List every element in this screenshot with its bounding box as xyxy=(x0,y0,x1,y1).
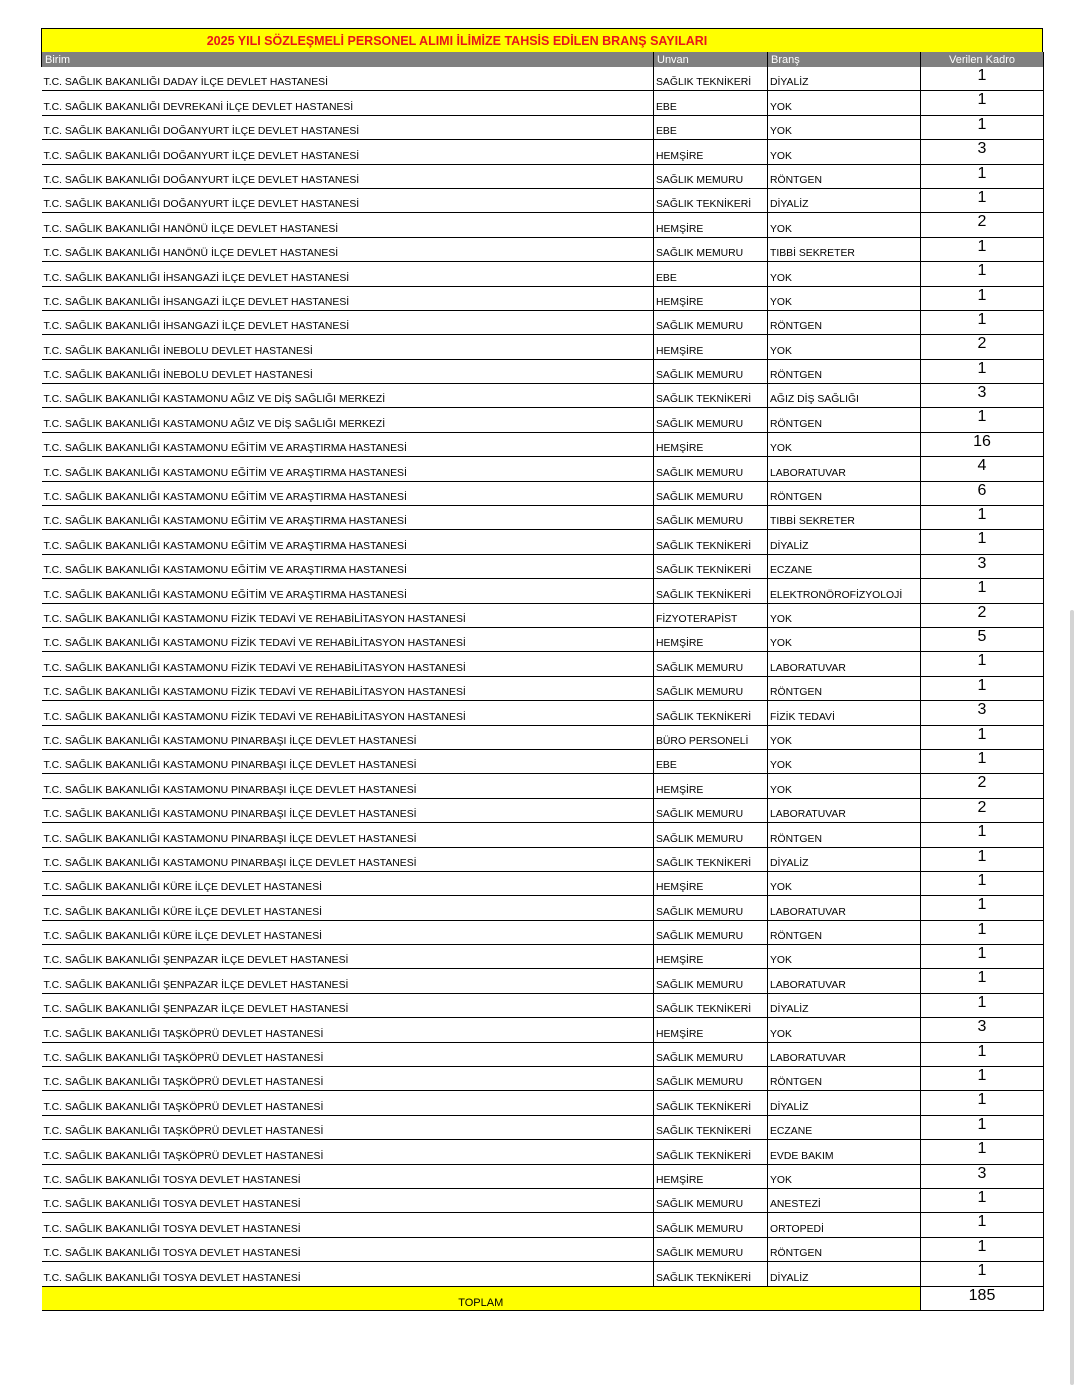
cell-brans: DİYALİZ xyxy=(768,67,921,91)
cell-unvan: SAĞLIK TEKNİKERİ xyxy=(654,1262,768,1286)
table-row xyxy=(42,530,1044,554)
cell-verilen-kadro: 1 xyxy=(921,67,1044,91)
cell-verilen-kadro: 1 xyxy=(921,676,1044,700)
cell-unvan: HEMŞİRE xyxy=(654,286,768,310)
cell-verilen-kadro: 1 xyxy=(921,896,1044,920)
cell-birim: T.C. SAĞLIK BAKANLIĞI İNEBOLU DEVLET HASTANESİ xyxy=(42,335,654,359)
table-row xyxy=(42,1091,1044,1115)
table-row xyxy=(42,384,1044,408)
cell-unvan: SAĞLIK TEKNİKERİ xyxy=(654,1140,768,1164)
table-row xyxy=(42,481,1044,505)
cell-brans: YOK xyxy=(768,213,921,237)
cell-birim: T.C. SAĞLIK BAKANLIĞI ŞENPAZAR İLÇE DEVLET HASTANESİ xyxy=(42,993,654,1017)
cell-brans: LABORATUVAR xyxy=(768,798,921,822)
cell-unvan: SAĞLIK TEKNİKERİ xyxy=(654,1115,768,1139)
cell-birim: T.C. SAĞLIK BAKANLIĞI İHSANGAZİ İLÇE DEVLET HASTANESİ xyxy=(42,286,654,310)
cell-verilen-kadro: 1 xyxy=(921,1140,1044,1164)
cell-unvan: SAĞLIK TEKNİKERİ xyxy=(654,530,768,554)
cell-brans: LABORATUVAR xyxy=(768,969,921,993)
table-row xyxy=(42,1140,1044,1164)
cell-brans: EVDE BAKIM xyxy=(768,1140,921,1164)
cell-birim: T.C. SAĞLIK BAKANLIĞI HANÖNÜ İLÇE DEVLET HASTANESİ xyxy=(42,237,654,261)
cell-birim: T.C. SAĞLIK BAKANLIĞI KASTAMONU EĞİTİM VE ARAŞTIRMA HASTANESİ xyxy=(42,506,654,530)
cell-unvan: SAĞLIK TEKNİKERİ xyxy=(654,67,768,91)
cell-brans: YOK xyxy=(768,871,921,895)
cell-verilen-kadro: 3 xyxy=(921,554,1044,578)
column-header-brans: Branş xyxy=(768,52,921,67)
cell-birim: T.C. SAĞLIK BAKANLIĞI ŞENPAZAR İLÇE DEVLET HASTANESİ xyxy=(42,945,654,969)
cell-birim: T.C. SAĞLIK BAKANLIĞI KÜRE İLÇE DEVLET HASTANESİ xyxy=(42,896,654,920)
cell-unvan: SAĞLIK TEKNİKERİ xyxy=(654,701,768,725)
cell-birim: T.C. SAĞLIK BAKANLIĞI KASTAMONU EĞİTİM VE ARAŞTIRMA HASTANESİ xyxy=(42,554,654,578)
table-row xyxy=(42,725,1044,749)
column-header-verilen-kadro: Verilen Kadro xyxy=(921,52,1044,67)
table-body xyxy=(42,67,1044,1286)
cell-verilen-kadro: 1 xyxy=(921,188,1044,212)
cell-birim: T.C. SAĞLIK BAKANLIĞI KASTAMONU PINARBAŞI İLÇE DEVLET HASTANESİ xyxy=(42,847,654,871)
cell-verilen-kadro: 1 xyxy=(921,164,1044,188)
cell-birim: T.C. SAĞLIK BAKANLIĞI DADAY İLÇE DEVLET HASTANESİ xyxy=(42,67,654,91)
table-row xyxy=(42,896,1044,920)
table-row xyxy=(42,1188,1044,1212)
cell-verilen-kadro: 2 xyxy=(921,774,1044,798)
table-row xyxy=(42,993,1044,1017)
cell-unvan: SAĞLIK MEMURU xyxy=(654,1213,768,1237)
cell-birim: T.C. SAĞLIK BAKANLIĞI KASTAMONU EĞİTİM VE ARAŞTIRMA HASTANESİ xyxy=(42,432,654,456)
table-row xyxy=(42,945,1044,969)
cell-verilen-kadro: 1 xyxy=(921,1042,1044,1066)
cell-brans: YOK xyxy=(768,335,921,359)
cell-unvan: SAĞLIK MEMURU xyxy=(654,676,768,700)
cell-brans: LABORATUVAR xyxy=(768,1042,921,1066)
table-row xyxy=(42,798,1044,822)
cell-verilen-kadro: 1 xyxy=(921,506,1044,530)
table-row xyxy=(42,823,1044,847)
cell-verilen-kadro: 2 xyxy=(921,798,1044,822)
cell-brans: RÖNTGEN xyxy=(768,481,921,505)
cell-brans: FİZİK TEDAVİ xyxy=(768,701,921,725)
cell-unvan: FİZYOTERAPİST xyxy=(654,603,768,627)
table-row xyxy=(42,1237,1044,1261)
cell-verilen-kadro: 1 xyxy=(921,286,1044,310)
cell-brans: ECZANE xyxy=(768,554,921,578)
cell-unvan: HEMŞİRE xyxy=(654,335,768,359)
cell-verilen-kadro: 1 xyxy=(921,579,1044,603)
cell-verilen-kadro: 2 xyxy=(921,603,1044,627)
cell-verilen-kadro: 3 xyxy=(921,701,1044,725)
table-row xyxy=(42,115,1044,139)
cell-brans: LABORATUVAR xyxy=(768,457,921,481)
cell-brans: RÖNTGEN xyxy=(768,823,921,847)
cell-birim: T.C. SAĞLIK BAKANLIĞI İNEBOLU DEVLET HASTANESİ xyxy=(42,359,654,383)
cell-brans: TIBBİ SEKRETER xyxy=(768,237,921,261)
cell-birim: T.C. SAĞLIK BAKANLIĞI TAŞKÖPRÜ DEVLET HASTANESİ xyxy=(42,1140,654,1164)
cell-verilen-kadro: 16 xyxy=(921,432,1044,456)
table-row xyxy=(42,1164,1044,1188)
cell-unvan: HEMŞİRE xyxy=(654,432,768,456)
cell-brans: AĞIZ DİŞ SAĞLIĞI xyxy=(768,384,921,408)
cell-birim: T.C. SAĞLIK BAKANLIĞI KASTAMONU AĞIZ VE DİŞ SAĞLIĞI MERKEZİ xyxy=(42,408,654,432)
cell-verilen-kadro: 1 xyxy=(921,871,1044,895)
cell-unvan: HEMŞİRE xyxy=(654,774,768,798)
cell-brans: YOK xyxy=(768,1164,921,1188)
table-row xyxy=(42,1115,1044,1139)
cell-unvan: EBE xyxy=(654,262,768,286)
cell-verilen-kadro: 2 xyxy=(921,335,1044,359)
total-row xyxy=(42,1286,1044,1310)
cell-unvan: HEMŞİRE xyxy=(654,871,768,895)
table-row xyxy=(42,432,1044,456)
cell-birim: T.C. SAĞLIK BAKANLIĞI KASTAMONU EĞİTİM VE ARAŞTIRMA HASTANESİ xyxy=(42,481,654,505)
spreadsheet xyxy=(41,28,1043,1311)
cell-verilen-kadro: 1 xyxy=(921,993,1044,1017)
table-row xyxy=(42,920,1044,944)
cell-birim: T.C. SAĞLIK BAKANLIĞI TOSYA DEVLET HASTANESİ xyxy=(42,1237,654,1261)
table-row xyxy=(42,359,1044,383)
cell-brans: LABORATUVAR xyxy=(768,896,921,920)
cell-brans: DİYALİZ xyxy=(768,1262,921,1286)
cell-birim: T.C. SAĞLIK BAKANLIĞI KASTAMONU AĞIZ VE DİŞ SAĞLIĞI MERKEZİ xyxy=(42,384,654,408)
cell-brans: YOK xyxy=(768,286,921,310)
cell-unvan: SAĞLIK MEMURU xyxy=(654,652,768,676)
cell-verilen-kadro: 1 xyxy=(921,237,1044,261)
cell-birim: T.C. SAĞLIK BAKANLIĞI KASTAMONU FİZİK TEDAVİ VE REHABİLİTASYON HASTANESİ xyxy=(42,627,654,651)
cell-unvan: SAĞLIK MEMURU xyxy=(654,1188,768,1212)
cell-verilen-kadro: 5 xyxy=(921,627,1044,651)
cell-verilen-kadro: 1 xyxy=(921,115,1044,139)
cell-brans: YOK xyxy=(768,262,921,286)
header-row xyxy=(42,52,1044,67)
cell-unvan: SAĞLIK MEMURU xyxy=(654,896,768,920)
cell-brans: RÖNTGEN xyxy=(768,359,921,383)
scrollbar[interactable] xyxy=(1070,610,1074,1385)
cell-unvan: EBE xyxy=(654,115,768,139)
table-row xyxy=(42,749,1044,773)
table-row xyxy=(42,237,1044,261)
table-row xyxy=(42,91,1044,115)
table-row xyxy=(42,67,1044,91)
cell-verilen-kadro: 1 xyxy=(921,847,1044,871)
cell-unvan: HEMŞİRE xyxy=(654,140,768,164)
cell-verilen-kadro: 1 xyxy=(921,359,1044,383)
cell-unvan: SAĞLIK MEMURU xyxy=(654,457,768,481)
cell-brans: YOK xyxy=(768,603,921,627)
cell-verilen-kadro: 1 xyxy=(921,91,1044,115)
cell-unvan: BÜRO PERSONELİ xyxy=(654,725,768,749)
table-row xyxy=(42,164,1044,188)
cell-unvan: EBE xyxy=(654,749,768,773)
cell-unvan: SAĞLIK MEMURU xyxy=(654,237,768,261)
sheet-title-text: 2025 YILI SÖZLEŞMELİ PERSONEL ALIMI İLİMİZE TAHSİS EDİLEN BRANŞ SAYILARI xyxy=(206,33,708,48)
cell-unvan: SAĞLIK MEMURU xyxy=(654,359,768,383)
cell-birim: T.C. SAĞLIK BAKANLIĞI KASTAMONU EĞİTİM VE ARAŞTIRMA HASTANESİ xyxy=(42,579,654,603)
cell-verilen-kadro: 1 xyxy=(921,749,1044,773)
cell-verilen-kadro: 1 xyxy=(921,408,1044,432)
cell-brans: YOK xyxy=(768,725,921,749)
table-row xyxy=(42,603,1044,627)
cell-unvan: SAĞLIK MEMURU xyxy=(654,1237,768,1261)
cell-verilen-kadro: 3 xyxy=(921,1018,1044,1042)
cell-unvan: EBE xyxy=(654,91,768,115)
table-row xyxy=(42,579,1044,603)
cell-verilen-kadro: 1 xyxy=(921,945,1044,969)
cell-birim: T.C. SAĞLIK BAKANLIĞI HANÖNÜ İLÇE DEVLET HASTANESİ xyxy=(42,213,654,237)
sheet-title xyxy=(41,28,1043,52)
cell-unvan: SAĞLIK MEMURU xyxy=(654,310,768,334)
cell-brans: RÖNTGEN xyxy=(768,164,921,188)
table-row xyxy=(42,1042,1044,1066)
cell-verilen-kadro: 4 xyxy=(921,457,1044,481)
cell-verilen-kadro: 1 xyxy=(921,262,1044,286)
cell-verilen-kadro: 1 xyxy=(921,1262,1044,1286)
cell-verilen-kadro: 1 xyxy=(921,1188,1044,1212)
cell-verilen-kadro: 1 xyxy=(921,310,1044,334)
cell-birim: T.C. SAĞLIK BAKANLIĞI KASTAMONU FİZİK TEDAVİ VE REHABİLİTASYON HASTANESİ xyxy=(42,676,654,700)
cell-brans: YOK xyxy=(768,140,921,164)
cell-brans: ECZANE xyxy=(768,1115,921,1139)
cell-unvan: SAĞLIK MEMURU xyxy=(654,920,768,944)
cell-unvan: SAĞLIK MEMURU xyxy=(654,408,768,432)
table-row xyxy=(42,676,1044,700)
cell-verilen-kadro: 6 xyxy=(921,481,1044,505)
cell-birim: T.C. SAĞLIK BAKANLIĞI TOSYA DEVLET HASTANESİ xyxy=(42,1262,654,1286)
cell-birim: T.C. SAĞLIK BAKANLIĞI TAŞKÖPRÜ DEVLET HASTANESİ xyxy=(42,1067,654,1091)
table-row xyxy=(42,1067,1044,1091)
cell-verilen-kadro: 3 xyxy=(921,384,1044,408)
cell-unvan: SAĞLIK TEKNİKERİ xyxy=(654,1091,768,1115)
table-row xyxy=(42,1213,1044,1237)
cell-unvan: HEMŞİRE xyxy=(654,945,768,969)
cell-brans: DİYALİZ xyxy=(768,993,921,1017)
cell-brans: YOK xyxy=(768,432,921,456)
table-row xyxy=(42,701,1044,725)
cell-birim: T.C. SAĞLIK BAKANLIĞI KASTAMONU PINARBAŞI İLÇE DEVLET HASTANESİ xyxy=(42,798,654,822)
cell-birim: T.C. SAĞLIK BAKANLIĞI İHSANGAZİ İLÇE DEVLET HASTANESİ xyxy=(42,262,654,286)
table-row xyxy=(42,871,1044,895)
cell-brans: RÖNTGEN xyxy=(768,310,921,334)
cell-birim: T.C. SAĞLIK BAKANLIĞI DOĞANYURT İLÇE DEVLET HASTANESİ xyxy=(42,140,654,164)
cell-brans: DİYALİZ xyxy=(768,188,921,212)
cell-verilen-kadro: 1 xyxy=(921,652,1044,676)
cell-birim: T.C. SAĞLIK BAKANLIĞI KASTAMONU FİZİK TEDAVİ VE REHABİLİTASYON HASTANESİ xyxy=(42,652,654,676)
cell-brans: RÖNTGEN xyxy=(768,676,921,700)
column-header-birim: Birim xyxy=(42,52,654,67)
cell-verilen-kadro: 1 xyxy=(921,1091,1044,1115)
cell-unvan: SAĞLIK MEMURU xyxy=(654,164,768,188)
cell-brans: YOK xyxy=(768,774,921,798)
table-row xyxy=(42,262,1044,286)
table-row xyxy=(42,140,1044,164)
table-row xyxy=(42,554,1044,578)
cell-verilen-kadro: 1 xyxy=(921,725,1044,749)
cell-brans: LABORATUVAR xyxy=(768,652,921,676)
total-label: TOPLAM xyxy=(42,1286,921,1310)
cell-unvan: SAĞLIK TEKNİKERİ xyxy=(654,579,768,603)
cell-unvan: SAĞLIK MEMURU xyxy=(654,823,768,847)
cell-birim: T.C. SAĞLIK BAKANLIĞI KASTAMONU PINARBAŞI İLÇE DEVLET HASTANESİ xyxy=(42,725,654,749)
cell-brans: RÖNTGEN xyxy=(768,920,921,944)
table-row xyxy=(42,774,1044,798)
cell-birim: T.C. SAĞLIK BAKANLIĞI KASTAMONU EĞİTİM VE ARAŞTIRMA HASTANESİ xyxy=(42,530,654,554)
cell-unvan: HEMŞİRE xyxy=(654,213,768,237)
cell-brans: ORTOPEDİ xyxy=(768,1213,921,1237)
cell-birim: T.C. SAĞLIK BAKANLIĞI KASTAMONU FİZİK TEDAVİ VE REHABİLİTASYON HASTANESİ xyxy=(42,603,654,627)
cell-birim: T.C. SAĞLIK BAKANLIĞI TAŞKÖPRÜ DEVLET HASTANESİ xyxy=(42,1091,654,1115)
cell-brans: RÖNTGEN xyxy=(768,1237,921,1261)
cell-birim: T.C. SAĞLIK BAKANLIĞI ŞENPAZAR İLÇE DEVLET HASTANESİ xyxy=(42,969,654,993)
cell-brans: DİYALİZ xyxy=(768,847,921,871)
table-row xyxy=(42,652,1044,676)
allocation-table xyxy=(41,52,1044,1311)
table-row xyxy=(42,457,1044,481)
cell-verilen-kadro: 1 xyxy=(921,1067,1044,1091)
cell-brans: YOK xyxy=(768,945,921,969)
cell-brans: DİYALİZ xyxy=(768,530,921,554)
cell-birim: T.C. SAĞLIK BAKANLIĞI İHSANGAZİ İLÇE DEVLET HASTANESİ xyxy=(42,310,654,334)
cell-unvan: SAĞLIK MEMURU xyxy=(654,798,768,822)
cell-birim: T.C. SAĞLIK BAKANLIĞI DEVREKANİ İLÇE DEVLET HASTANESİ xyxy=(42,91,654,115)
cell-verilen-kadro: 2 xyxy=(921,213,1044,237)
cell-brans: DİYALİZ xyxy=(768,1091,921,1115)
cell-verilen-kadro: 3 xyxy=(921,140,1044,164)
cell-birim: T.C. SAĞLIK BAKANLIĞI TAŞKÖPRÜ DEVLET HASTANESİ xyxy=(42,1042,654,1066)
cell-birim: T.C. SAĞLIK BAKANLIĞI KÜRE İLÇE DEVLET HASTANESİ xyxy=(42,920,654,944)
cell-birim: T.C. SAĞLIK BAKANLIĞI KASTAMONU FİZİK TEDAVİ VE REHABİLİTASYON HASTANESİ xyxy=(42,701,654,725)
cell-unvan: SAĞLIK TEKNİKERİ xyxy=(654,188,768,212)
cell-brans: YOK xyxy=(768,627,921,651)
table-row xyxy=(42,1262,1044,1286)
cell-brans: YOK xyxy=(768,1018,921,1042)
cell-unvan: HEMŞİRE xyxy=(654,1018,768,1042)
cell-unvan: HEMŞİRE xyxy=(654,627,768,651)
cell-birim: T.C. SAĞLIK BAKANLIĞI KASTAMONU PINARBAŞI İLÇE DEVLET HASTANESİ xyxy=(42,774,654,798)
cell-birim: T.C. SAĞLIK BAKANLIĞI KASTAMONU PINARBAŞI İLÇE DEVLET HASTANESİ xyxy=(42,823,654,847)
table-row xyxy=(42,1018,1044,1042)
cell-birim: T.C. SAĞLIK BAKANLIĞI TOSYA DEVLET HASTANESİ xyxy=(42,1213,654,1237)
cell-verilen-kadro: 1 xyxy=(921,1213,1044,1237)
table-row xyxy=(42,335,1044,359)
cell-birim: T.C. SAĞLIK BAKANLIĞI DOĞANYURT İLÇE DEVLET HASTANESİ xyxy=(42,115,654,139)
cell-brans: ELEKTRONÖROFİZYOLOJİ xyxy=(768,579,921,603)
cell-brans: RÖNTGEN xyxy=(768,1067,921,1091)
cell-birim: T.C. SAĞLIK BAKANLIĞI TOSYA DEVLET HASTANESİ xyxy=(42,1188,654,1212)
table-row xyxy=(42,847,1044,871)
cell-unvan: SAĞLIK TEKNİKERİ xyxy=(654,384,768,408)
table-row xyxy=(42,188,1044,212)
table-row xyxy=(42,506,1044,530)
cell-birim: T.C. SAĞLIK BAKANLIĞI TOSYA DEVLET HASTANESİ xyxy=(42,1164,654,1188)
cell-verilen-kadro: 1 xyxy=(921,969,1044,993)
cell-birim: T.C. SAĞLIK BAKANLIĞI KÜRE İLÇE DEVLET HASTANESİ xyxy=(42,871,654,895)
total-value: 185 xyxy=(921,1286,1044,1310)
cell-birim: T.C. SAĞLIK BAKANLIĞI TAŞKÖPRÜ DEVLET HASTANESİ xyxy=(42,1018,654,1042)
cell-unvan: SAĞLIK MEMURU xyxy=(654,969,768,993)
cell-unvan: SAĞLIK MEMURU xyxy=(654,481,768,505)
cell-birim: T.C. SAĞLIK BAKANLIĞI KASTAMONU EĞİTİM VE ARAŞTIRMA HASTANESİ xyxy=(42,457,654,481)
table-row xyxy=(42,627,1044,651)
column-header-unvan: Unvan xyxy=(654,52,768,67)
cell-brans: YOK xyxy=(768,115,921,139)
cell-unvan: SAĞLIK MEMURU xyxy=(654,1042,768,1066)
cell-verilen-kadro: 1 xyxy=(921,530,1044,554)
cell-brans: RÖNTGEN xyxy=(768,408,921,432)
cell-unvan: SAĞLIK TEKNİKERİ xyxy=(654,847,768,871)
table-row xyxy=(42,408,1044,432)
cell-birim: T.C. SAĞLIK BAKANLIĞI KASTAMONU PINARBAŞI İLÇE DEVLET HASTANESİ xyxy=(42,749,654,773)
cell-verilen-kadro: 1 xyxy=(921,1237,1044,1261)
table-row xyxy=(42,969,1044,993)
cell-brans: ANESTEZİ xyxy=(768,1188,921,1212)
cell-verilen-kadro: 1 xyxy=(921,823,1044,847)
cell-verilen-kadro: 3 xyxy=(921,1164,1044,1188)
cell-birim: T.C. SAĞLIK BAKANLIĞI DOĞANYURT İLÇE DEVLET HASTANESİ xyxy=(42,164,654,188)
cell-brans: YOK xyxy=(768,91,921,115)
cell-unvan: SAĞLIK MEMURU xyxy=(654,1067,768,1091)
cell-brans: YOK xyxy=(768,749,921,773)
cell-unvan: HEMŞİRE xyxy=(654,1164,768,1188)
cell-unvan: SAĞLIK TEKNİKERİ xyxy=(654,993,768,1017)
cell-brans: TIBBİ SEKRETER xyxy=(768,506,921,530)
cell-unvan: SAĞLIK TEKNİKERİ xyxy=(654,554,768,578)
table-row xyxy=(42,213,1044,237)
table-row xyxy=(42,310,1044,334)
cell-birim: T.C. SAĞLIK BAKANLIĞI DOĞANYURT İLÇE DEVLET HASTANESİ xyxy=(42,188,654,212)
cell-verilen-kadro: 1 xyxy=(921,920,1044,944)
cell-birim: T.C. SAĞLIK BAKANLIĞI TAŞKÖPRÜ DEVLET HASTANESİ xyxy=(42,1115,654,1139)
table-row xyxy=(42,286,1044,310)
cell-verilen-kadro: 1 xyxy=(921,1115,1044,1139)
cell-unvan: SAĞLIK MEMURU xyxy=(654,506,768,530)
